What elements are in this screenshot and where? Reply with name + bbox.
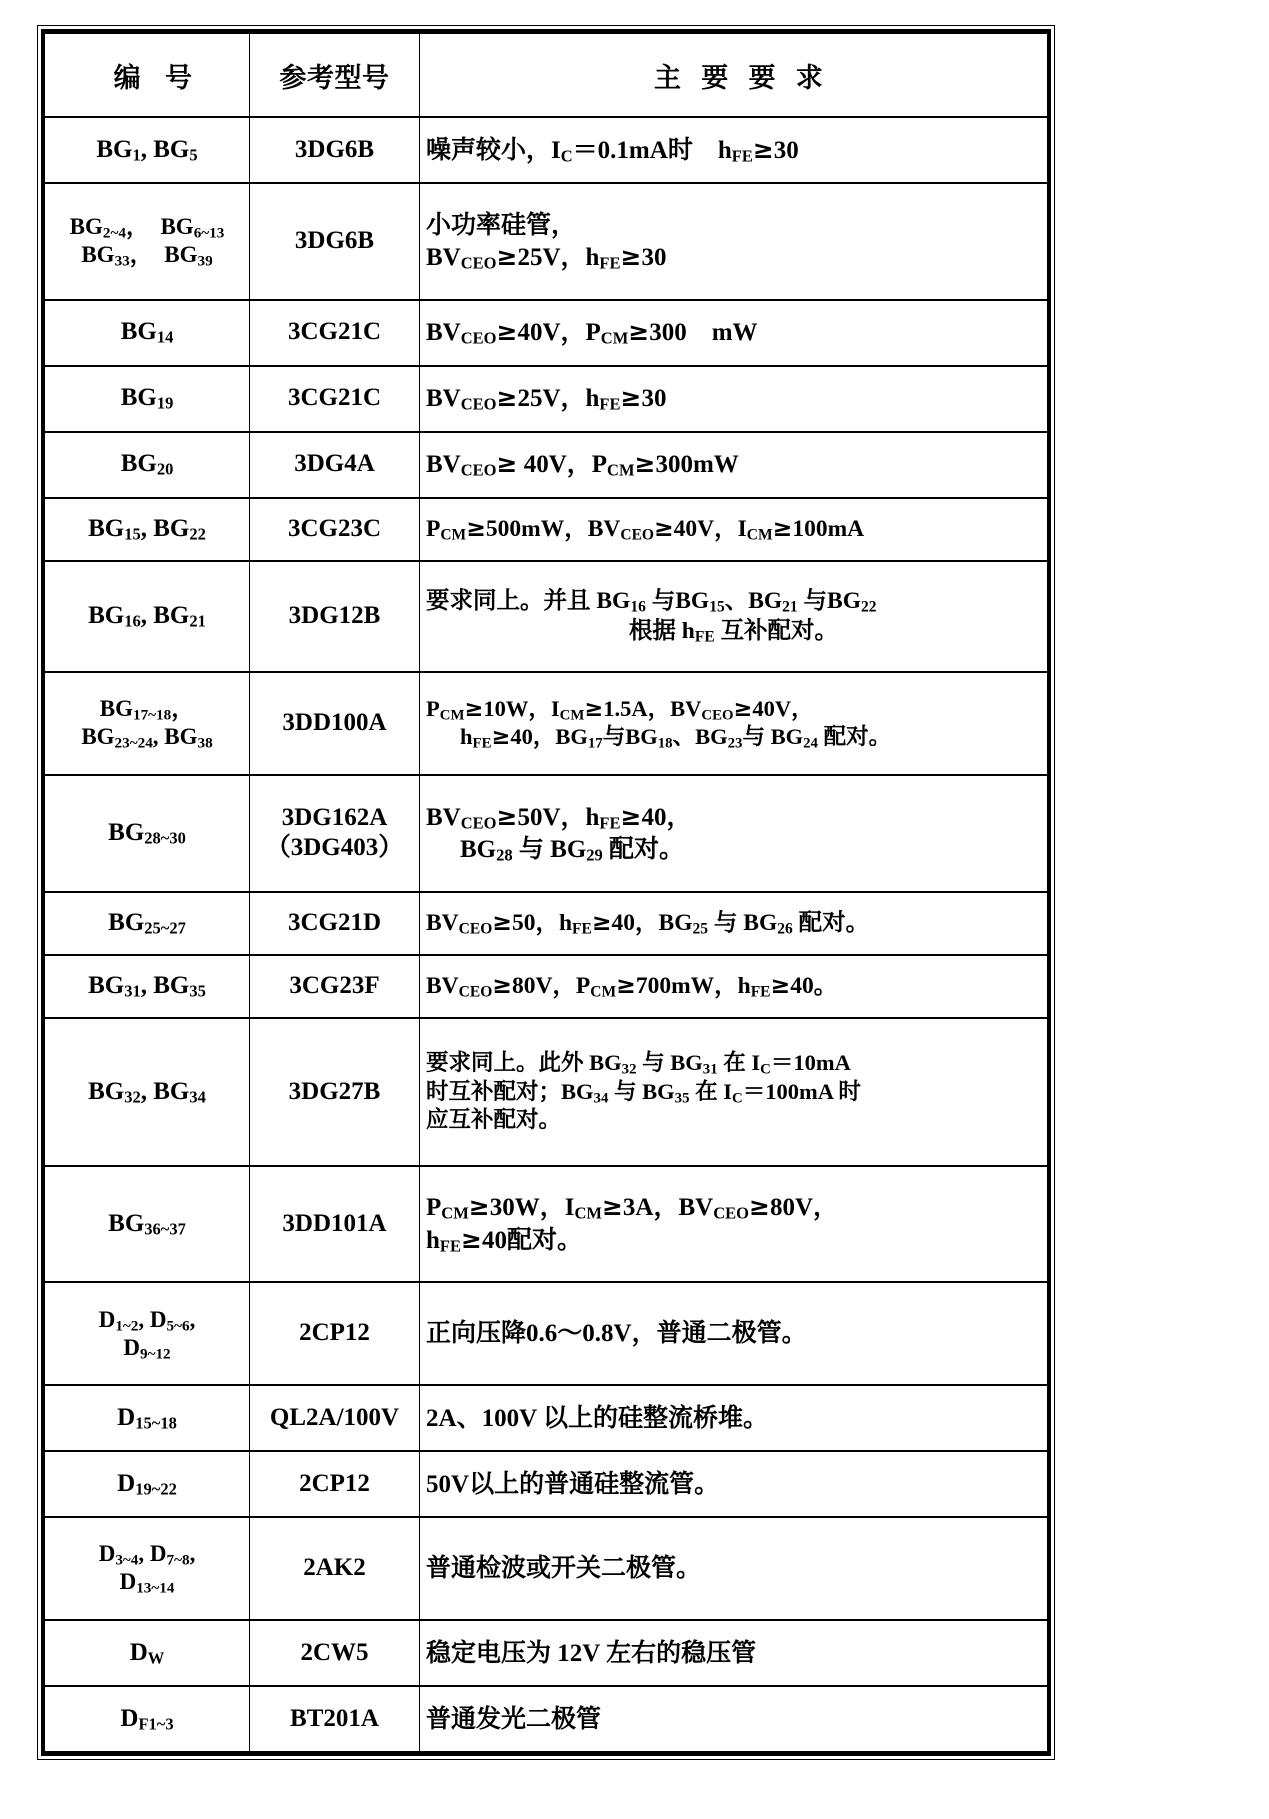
cell-id: $BG_{19}$ (45, 366, 250, 432)
cell-model: 3DD101A (250, 1166, 420, 1283)
cell-id: $BG_{31}$, $BG_{35}$ (45, 955, 250, 1018)
table-row (45, 117, 1048, 183)
cell-requirement: 普通检波或开关二极管。 (420, 1517, 1048, 1620)
cell-model: 3CG21C (250, 366, 420, 432)
table-body (45, 117, 1048, 1752)
cell-requirement: $P_{CM}\ge 30W$，$I_{CM}\ge 3A$，$BV_{CEO}\ge 80V$， $h_{FE}\ge 40$配对。 (420, 1166, 1048, 1283)
cell-id: $BG_{20}$ (45, 432, 250, 498)
cell-id: $D_W$ (45, 1620, 250, 1686)
cell-requirement: $BV_{CEO}\ge 50V$，$h_{FE}\ge 40$， $BG_{28}$ 与 $BG_{29}$ 配对。 (420, 775, 1048, 892)
cell-model: 3CG21D (250, 892, 420, 955)
cell-requirement: $BV_{CEO}\ge 40V$，$P_{CM}\ge 300mW$ (420, 432, 1048, 498)
cell-model: 2CP12 (250, 1282, 420, 1385)
cell-requirement: 稳定电压为 12V 左右的稳压管 (420, 1620, 1048, 1686)
cell-model: 3DG6B (250, 117, 420, 183)
cell-model: 2AK2 (250, 1517, 420, 1620)
cell-id: $BG_{15}$, $BG_{22}$ (45, 498, 250, 561)
cell-requirement: $BV_{CEO}\ge 50$，$h_{FE}\ge 40$，$BG_{25}$ 与 $BG_{26}$ 配对。 (420, 892, 1048, 955)
table-row (45, 1282, 1048, 1385)
table-row (45, 1517, 1048, 1620)
column-header-requirement-label: 主要要 (653, 62, 796, 94)
table-row (45, 366, 1048, 432)
cell-requirement: $BV_{CEO}\ge 80V$，$P_{CM}\ge 700mW$，$h_{FE}\ge 40$。 (420, 955, 1048, 1018)
cell-requirement: 正向压降0.6～0.8V，普通二极管。 (420, 1282, 1048, 1385)
cell-id: $BG_{2\sim 4}$， $BG_{6\sim 13}$ $BG_{33}$， $BG_{39}$ (45, 183, 250, 300)
table-row (45, 1620, 1048, 1686)
table-row (45, 432, 1048, 498)
cell-model: 2CW5 (250, 1620, 420, 1686)
cell-model: 3DG6B (250, 183, 420, 300)
table-row (45, 183, 1048, 300)
cell-model: 3DG4A (250, 432, 420, 498)
cell-model: 3DG27B (250, 1018, 420, 1166)
cell-id: $BG_{32}$, $BG_{34}$ (45, 1018, 250, 1166)
table-row (45, 498, 1048, 561)
cell-model: QL2A/100V (250, 1385, 420, 1451)
cell-model: 3CG23C (250, 498, 420, 561)
table-row (45, 955, 1048, 1018)
table-row (45, 1166, 1048, 1283)
cell-id: $D_{F1\sim 3}$ (45, 1686, 250, 1752)
cell-id: $BG_{16}$, $BG_{21}$ (45, 561, 250, 672)
cell-id: $D_{1\sim 2}$, $D_{5\sim 6}$, $D_{9\sim 12}$ (45, 1282, 250, 1385)
table-row (45, 775, 1048, 892)
cell-id: $D_{3\sim 4}$, $D_{7\sim 8}$, $D_{13\sim 14}$ (45, 1517, 250, 1620)
header-row (45, 33, 1048, 117)
column-header-id (45, 33, 250, 117)
cell-id: $D_{15\sim 18}$ (45, 1385, 250, 1451)
cell-model: 2CP12 (250, 1451, 420, 1517)
cell-id: $BG_{28\sim 30}$ (45, 775, 250, 892)
cell-requirement: $BV_{CEO}\ge 40V$，$P_{CM}\ge 300$ mW (420, 300, 1048, 366)
cell-requirement: 要求同上。此外 $BG_{32}$ 与 $BG_{31}$ 在 $I_C=10mA$ 时互补配对；$BG_{34}$ 与 $BG_{35}$ 在 $I_C=100mA$ 时 应互补配对。 (420, 1018, 1048, 1166)
cell-model: 3DD100A (250, 672, 420, 776)
cell-id: $BG_{25\sim 27}$ (45, 892, 250, 955)
column-header-requirement (420, 33, 1048, 117)
column-header-requirement-label-2: 求 (795, 62, 824, 94)
cell-id: $BG_{36\sim 37}$ (45, 1166, 250, 1283)
table-row (45, 1018, 1048, 1166)
table-row (45, 300, 1048, 366)
cell-requirement: 要求同上。并且 $BG_{16}$ 与$BG_{15}$、$BG_{21}$ 与$BG_{22}$ 根据 $h_{FE}$ 互补配对。 (420, 561, 1048, 672)
cell-model: BT201A (250, 1686, 420, 1752)
cell-model: 3DG162A （3DG403） (250, 775, 420, 892)
cell-id: $BG_{14}$ (45, 300, 250, 366)
cell-requirement: 小功率硅管， $BV_{CEO}\ge 25V$，$h_{FE}\ge 30$ (420, 183, 1048, 300)
table-row (45, 1451, 1048, 1517)
column-header-model-label: 参考型号 (279, 62, 390, 94)
column-header-id-label: 编 (113, 62, 165, 94)
component-spec-table-frame (41, 29, 1051, 1756)
cell-requirement: $P_{CM}\ge 500mW$，$BV_{CEO}\ge 40V$，$I_{CM}\ge 100mA$ (420, 498, 1048, 561)
cell-requirement: 普通发光二极管 (420, 1686, 1048, 1752)
cell-model: 3CG21C (250, 300, 420, 366)
cell-id: $D_{19\sim 22}$ (45, 1451, 250, 1517)
table-row (45, 672, 1048, 776)
component-spec-table (44, 32, 1048, 1753)
table-header (45, 33, 1048, 117)
column-header-id-label-2: 号 (164, 62, 193, 94)
table-row (45, 561, 1048, 672)
table-row (45, 892, 1048, 955)
table-row (45, 1686, 1048, 1752)
cell-id: $BG_{17\sim 18}$， $BG_{23\sim 24}$, $BG_{38}$ (45, 672, 250, 776)
cell-requirement: 50V以上的普通硅整流管。 (420, 1451, 1048, 1517)
cell-requirement: $P_{CM}\ge 10W$，$I_{CM}\ge 1.5A$，$BV_{CEO}\ge 40V$， $h_{FE}\ge 40$，$BG_{17}$与$BG_{18}$、$BG_{23}$与 $BG_{24}$ 配对。 (420, 672, 1048, 776)
cell-id: $BG_1$, $BG_5$ (45, 117, 250, 183)
cell-requirement: 2A、100V 以上的硅整流桥堆。 (420, 1385, 1048, 1451)
cell-requirement: $BV_{CEO}\ge 25V$，$h_{FE}\ge 30$ (420, 366, 1048, 432)
cell-model: 3DG12B (250, 561, 420, 672)
cell-requirement: 噪声较小，$I_C=0.1mA$时 $h_{FE}\ge 30$ (420, 117, 1048, 183)
column-header-model (250, 33, 420, 117)
table-row (45, 1385, 1048, 1451)
cell-model: 3CG23F (250, 955, 420, 1018)
